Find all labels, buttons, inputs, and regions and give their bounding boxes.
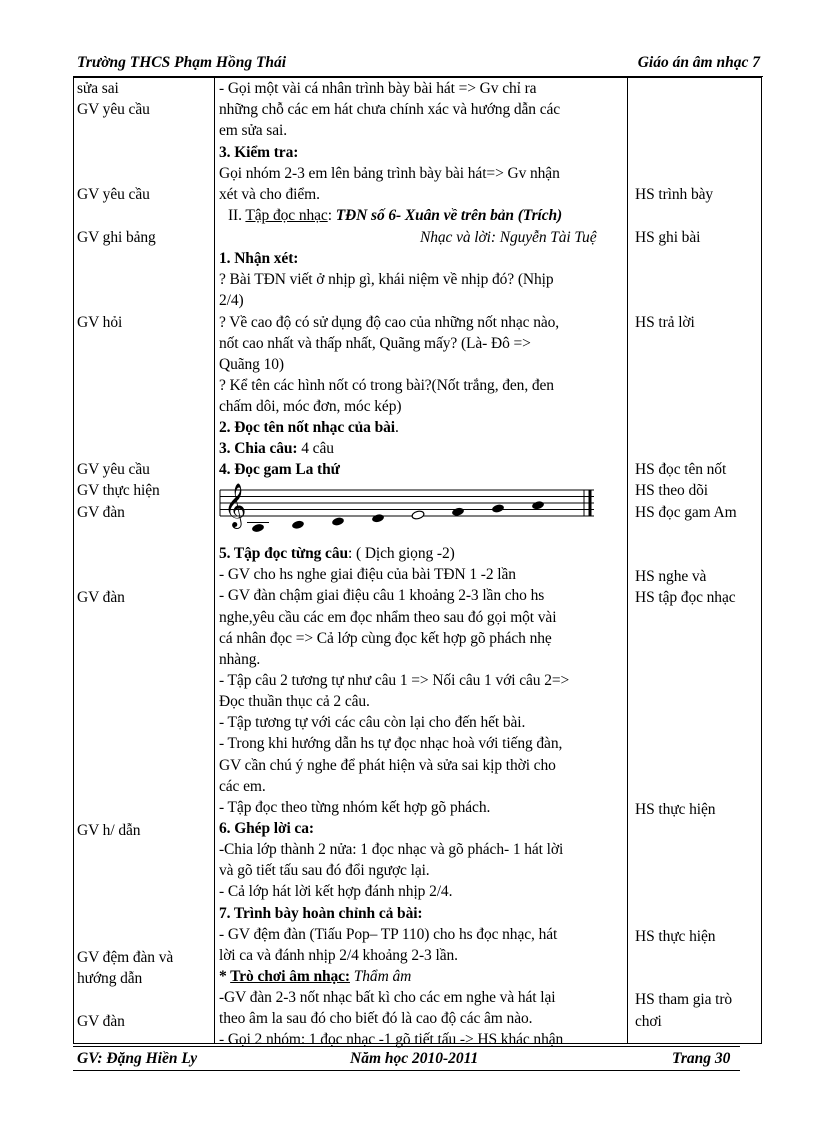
footer-year: Năm học 2010-2011 xyxy=(350,1050,479,1067)
left-note: GV yêu cầu xyxy=(77,461,150,478)
section-heading: 1. Nhận xét: xyxy=(219,250,299,267)
student-activity: HS tập đọc nhạc xyxy=(635,589,736,606)
student-activity: HS ghi bài xyxy=(635,229,701,246)
footer-bottom-rule xyxy=(73,1070,740,1071)
content-line: - GV đệm đàn (Tiấu Pop– TP 110) cho hs đọc nhạc, hát xyxy=(219,926,558,943)
left-note: GV ghi bảng xyxy=(77,229,156,246)
section-title: Tập đọc nhạc xyxy=(245,207,328,224)
section-heading xyxy=(219,438,334,459)
song-author: Nhạc và lời: Nguyễn Tài Tuệ xyxy=(420,229,597,246)
left-note: GV đàn xyxy=(77,589,125,606)
note-Son xyxy=(491,503,504,513)
left-note: GV yêu cầu xyxy=(77,186,150,203)
note-La xyxy=(531,500,544,510)
content-line: Gọi nhóm 2-3 em lên bảng trình bày bài hát=> Gv nhận xyxy=(219,165,560,182)
column-divider-right xyxy=(627,77,628,1044)
student-activity: HS theo dõi xyxy=(635,482,708,499)
content-line: 2/4) xyxy=(219,292,244,309)
content-line: ? Về cao độ có sử dụng độ cao của những nốt nhạc nào, xyxy=(219,314,560,331)
bullet: * xyxy=(219,968,231,985)
student-activity: HS thực hiện xyxy=(635,801,716,818)
section-title-tdn xyxy=(228,205,562,226)
content-line: các em. xyxy=(219,778,266,795)
section-heading: 6. Ghép lời ca: xyxy=(219,820,314,837)
student-activity: HS trình bày xyxy=(635,186,714,203)
content-line: xét và cho điểm. xyxy=(219,186,320,203)
content-line: - GV đàn chậm giai điệu câu 1 khoảng 2-3 lần cho hs xyxy=(219,587,545,604)
game-heading xyxy=(219,966,411,987)
student-activity: HS đọc tên nốt xyxy=(635,461,727,478)
content-line: Quãng 10) xyxy=(219,356,284,373)
footer-rule xyxy=(73,1046,740,1047)
content-line: theo âm la sau đó cho biết đó là cao độ các âm nào. xyxy=(219,1010,533,1027)
content-line: - Cả lớp hát lời kết hợp đánh nhịp 2/4. xyxy=(219,883,453,900)
content-line: và gõ tiết tấu sau đó đổi ngược lại. xyxy=(219,862,430,879)
footer-page: Trang 30 xyxy=(672,1050,731,1067)
left-note: GV đệm đàn và xyxy=(77,949,174,966)
left-note: GV đàn xyxy=(77,1013,125,1030)
content-line: - GV cho hs nghe giai điệu của bài TĐN 1 -2 lần xyxy=(219,566,516,583)
separator: : xyxy=(327,207,336,224)
heading-period: . xyxy=(395,419,399,436)
content-line: em sửa sai. xyxy=(219,122,287,139)
content-line: - Tập câu 2 tương tự như câu 1 => Nối câu 1 với câu 2=> xyxy=(219,672,570,689)
left-note: GV yêu cầu xyxy=(77,101,150,118)
content-line: ? Bài TĐN viết ở nhịp gì, khái niệm về nhịp đó? (Nhịp xyxy=(219,271,554,288)
content-line: lời ca và đánh nhịp 2/4 khoảng 2-3 lần. xyxy=(219,947,458,964)
left-note: GV đàn xyxy=(77,504,125,521)
content-line: - Tập tương tự với các câu còn lại cho đến hết bài. xyxy=(219,714,526,731)
heading-text: 2. Đọc tên nốt nhạc của bài xyxy=(219,419,395,436)
student-activity: HS trả lời xyxy=(635,314,695,331)
content-line: nốt cao nhất và thấp nhất, Quãng mấy? (Là- Đô => xyxy=(219,335,531,352)
note-Si xyxy=(291,520,304,530)
content-line: -GV đàn 2-3 nốt nhạc bất kì cho các em nghe và hát lại xyxy=(219,989,556,1006)
song-title: TĐN số 6- Xuân về trên bản (Trích) xyxy=(335,207,563,224)
music-staff xyxy=(218,482,596,532)
column-divider-left xyxy=(214,77,215,1044)
content-line: nghe,yêu cầu các em đọc nhẩm theo sau đó gọi một vài xyxy=(219,609,557,626)
section-heading xyxy=(219,417,399,438)
content-line: Đọc thuần thục cả 2 câu. xyxy=(219,693,370,710)
page-header xyxy=(77,52,760,76)
note-Mi xyxy=(411,510,424,520)
heading-text: 5. Tập đọc từng câu xyxy=(219,545,348,562)
section-heading: 4. Đọc gam La thứ xyxy=(219,461,340,478)
student-activity: chơi xyxy=(635,1013,662,1030)
school-name: Trường THCS Phạm Hồng Thái xyxy=(77,54,287,71)
heading-value: 4 câu xyxy=(297,440,334,457)
content-line: chấm dôi, móc đơn, móc kép) xyxy=(219,398,402,415)
left-note: GV hỏi xyxy=(77,314,123,331)
left-note: sửa sai xyxy=(77,80,119,97)
note-Đô xyxy=(331,516,344,526)
game-name: Thẩm âm xyxy=(353,968,412,985)
game-title: Trò chơi âm nhạc: xyxy=(230,968,350,985)
section-heading xyxy=(219,543,455,564)
left-note: hướng dẫn xyxy=(77,970,143,987)
section-heading: 3. Kiểm tra: xyxy=(219,144,299,161)
student-activity: HS tham gia trò xyxy=(635,991,733,1008)
note-La xyxy=(251,523,264,532)
footer-teacher: GV: Đặng Hiền Ly xyxy=(77,1050,198,1067)
content-line: GV cần chú ý nghe để phát hiện và sửa sai kịp thời cho xyxy=(219,757,556,774)
subject-name: Giáo án âm nhạc 7 xyxy=(637,54,760,71)
treble-clef-icon: 𝄞 xyxy=(224,483,247,527)
student-activity: HS thực hiện xyxy=(635,928,716,945)
student-activity: HS nghe và xyxy=(635,568,707,585)
content-line: những chỗ các em hát chưa chính xác và hướng dẫn các xyxy=(219,101,561,118)
student-activity: HS đọc gam Am xyxy=(635,504,737,521)
note-Rê xyxy=(371,513,384,523)
content-line: - Gọi 2 nhóm: 1 đọc nhạc -1 gõ tiết tấu -> HS khác nhận xyxy=(219,1031,564,1048)
content-line: cá nhân đọc => Cả lớp cùng đọc kết hợp gõ phách nhẹ xyxy=(219,630,552,647)
section-heading: 7. Trình bày hoàn chỉnh cả bài: xyxy=(219,905,423,922)
content-line: - Trong khi hướng dẫn hs tự đọc nhạc hoà với tiếng đàn, xyxy=(219,735,563,752)
content-line: nhàng. xyxy=(219,651,261,668)
roman-numeral: II. xyxy=(228,207,246,224)
left-note: GV thực hiện xyxy=(77,482,160,499)
content-line: - Tập đọc theo từng nhóm kết hợp gõ phách. xyxy=(219,799,491,816)
content-line: - Gọi một vài cá nhân trình bày bài hát => Gv chỉ ra xyxy=(219,80,537,97)
note-Pha xyxy=(451,507,464,517)
content-line: ? Kể tên các hình nốt có trong bài?(Nốt trắng, đen, đen xyxy=(219,377,554,394)
heading-note: : ( Dịch giọng -2) xyxy=(348,545,455,562)
heading-text: 3. Chia câu: xyxy=(219,440,298,457)
left-note: GV h/ dẫn xyxy=(77,822,141,839)
content-line: -Chia lớp thành 2 nửa: 1 đọc nhạc và gõ phách- 1 hát lời xyxy=(219,841,564,858)
